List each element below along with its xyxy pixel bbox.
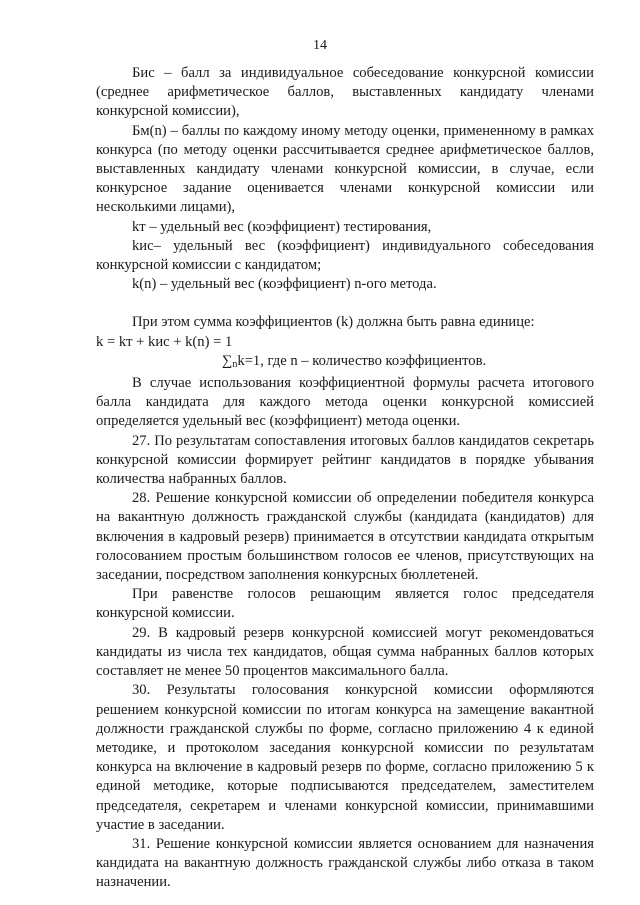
paragraph-bm-definition: Бм(n) – баллы по каждому иному методу оценки, примененному в рамках конкурса (по методу оценки рассчитывается среднее арифметическое баллов, выставленных кандидату членами конкурсной комиссии, в случае, если конкурсное задание оценивается членами конкурсной комиссии или несколькими лицами), [96, 122, 594, 216]
paragraph-bis-definition: Бис – балл за индивидуальное собеседование конкурсной комиссии (среднее арифметическое баллов, выставленных кандидату членами конкурсной комиссии), [96, 65, 594, 120]
paragraph-kn-definition: k(n) – удельный вес (коэффициент) n-ого метода. [132, 276, 437, 293]
formula-coefficient-sum: k = kт + kис + k(n) = 1 [96, 333, 233, 350]
paragraph-31: 31. Решение конкурсной комиссии является основанием для назначения кандидата на вакантную должность гражданской службы либо отказа в таком назначении. [96, 835, 594, 891]
paragraph-30: 30. Результаты голосования конкурсной комиссии оформляются решением конкурсной комиссии по итогам конкурса на замещение вакантной должности гражданской службы по форме, согласно приложению 4 к единой методике, и протоколом заседания конкурсной комиссии по результатам конкурса на включение в кадровый резерв по форме, согласно приложению 5 к единой методике, которые подписываются председателем, заместителем председателя, секретарем и членами конкурсной комиссии, принимавшими участие в заседании. [96, 682, 594, 833]
formula-sum-count [96, 352, 594, 374]
paragraph-kt-definition: kт – удельный вес (коэффициент) тестирования, [132, 218, 432, 235]
paragraph-kis-definition: kис– удельный вес (коэффициент) индивидуального собеседования конкурсной комиссии с кандидатом; [96, 237, 594, 274]
sum-subscript: n [232, 358, 238, 370]
paragraph-equal-votes: При равенстве голосов решающим является голос председателя конкурсной комиссии. [96, 586, 594, 622]
formula-sum-text: k=1, где n – количество коэффициентов. [237, 352, 487, 369]
paragraph-coefficient-sum: При этом сумма коэффициентов (k) должна быть равна единице: [132, 314, 535, 331]
paragraph-27: 27. По результатам сопоставления итоговых баллов кандидатов секретарь конкурсной комиссии формирует рейтинг кандидатов в порядке убывания количества набранных баллов. [96, 432, 594, 488]
page-number: 14 [313, 38, 327, 53]
spacer [96, 294, 594, 313]
paragraph-29: 29. В кадровый резерв конкурсной комиссией могут рекомендоваться кандидаты из числа тех кандидатов, общая сумма набранных баллов которых составляет не менее 50 процентов максимального балла. [96, 624, 594, 680]
paragraph-28: 28. Решение конкурсной комиссии об определении победителя конкурса на вакантную должность гражданской службы (кандидата (кандидатов) для включения в кадровый резерв) принимается в отсутствии кандидата открытым голосованием простым большинством голосов ее членов, присутствующих на заседании, посредством заполнения конкурсных бюллетеней. [96, 490, 594, 584]
paragraph-coefficient-formula: В случае использования коэффициентной формулы расчета итогового балла кандидата для каждого метода оценки конкурсной комиссией определяется удельный вес (коэффициент) метода оценки. [96, 375, 594, 430]
sum-symbol: ∑ [222, 352, 233, 369]
document-body [96, 64, 594, 893]
